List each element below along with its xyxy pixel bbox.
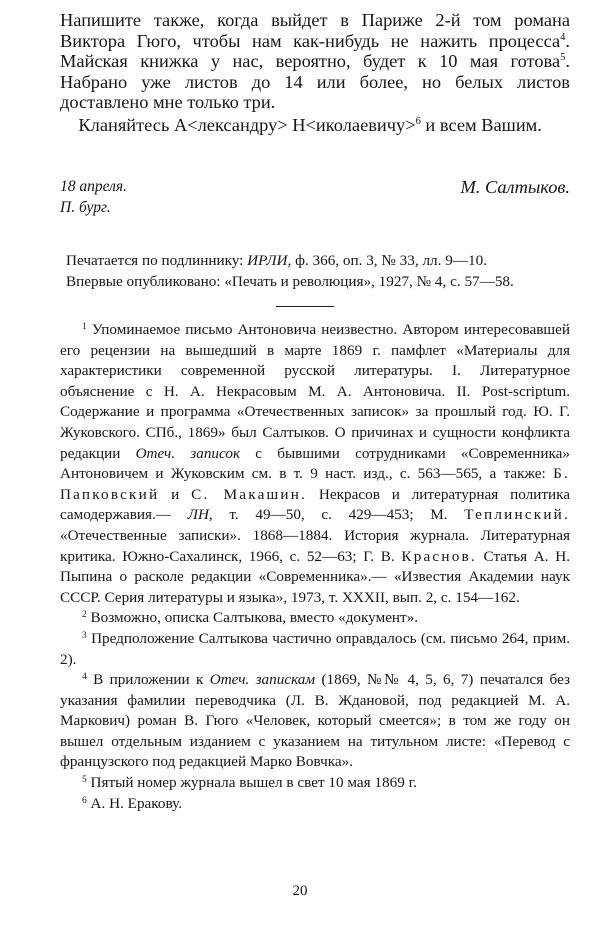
footnote-ref: 6 xyxy=(415,115,421,127)
letter-paragraph-2 xyxy=(60,115,570,136)
footnote-ref: 4 xyxy=(560,31,566,43)
first-publication-line: Впервые опубликовано: «Печать и революция», 1927, № 4, с. 57—58. xyxy=(66,273,514,290)
signature-block xyxy=(60,178,570,220)
letter-text: и всем Вашим. xyxy=(420,114,542,135)
letter-text: Напишите также, когда выйдет в Париже 2-й том романа Виктора Гюго, чтобы нам как-нибудь не нажить процесса xyxy=(60,10,570,51)
source-line: Печатается по подлиннику: ИРЛИ, ф. 366, оп. 3, № 33, лл. 9—10. xyxy=(66,252,487,269)
letter-body xyxy=(60,10,570,135)
footnote-4: $^4$ В приложении к Отеч. запискам (1869, №№ 4, 5, 6, 7) печатался без указания фамилии переводчика (Л. В. Ждановой, под редакцией М. А. Маркович) роман В. Гюго «Человек, который смеется»; в том же году он вышел отдельным изданием с указанием на титульном листе: «Перевод с французского под редакцией Марко Вовчка». xyxy=(60,671,571,771)
letter-place: П. бург. xyxy=(60,199,111,216)
letter-date: 18 апреля. xyxy=(60,178,127,195)
footnote-2: $^2$ Возможно, описка Салтыкова, вместо «документ». xyxy=(82,609,419,627)
footnote-1: $^1$ Упоминаемое письмо Антоновича неизвестно. Автором интересовавшей его рецензии на вышедший в марте 1869 г. памфлет «Материалы для характеристики современной русской литературы. I. Литературное объяснение с Н. А. Некрасовым М. А. Антоновича. II. Post-scriptum. Содержание и программа «Отечественных записок» за прошлый год. Ю. Г. Жуковского. СПб., 1869» был Салтыков. О причинах и сущности конфликта редакции Отеч. записок с бывшими сотрудниками «Современника» Антоновичем и Жуковским см. в т. 9 наст. изд., с. 563—565, а также: Б. Папковский и С. Макашин. Некрасов и литературная политика самодержавия.— ЛН, т. 49—50, с. 429—453; М. Теплинский. «Отечественные записки». 1868—1884. История журнала. Литературная критика. Южно-Сахалинск, 1966, с. 52—63; Г. В. Краснов. Статья А. Н. Пыпина о расколе редакции «Современника».— «Известия Академии наук СССР. Серия литературы и языка», 1973, т. XXXII, вып. 2, с. 154—162. xyxy=(60,321,570,606)
footnote-5: $^5$ Пятый номер журнала вышел в свет 10 мая 1869 г. xyxy=(82,774,417,792)
letter-text: . Майская книжка у нас, вероятно, будет к 10 мая готова xyxy=(60,30,570,71)
footnotes xyxy=(60,320,570,814)
footnote-6: $^6$ А. Н. Еракову. xyxy=(82,794,183,812)
separator-rule xyxy=(276,306,334,307)
source-info xyxy=(60,250,570,292)
letter-text: . Набрано уже листов до 14 или более, но белых листов доставлено мне только три. xyxy=(60,51,570,112)
letter-paragraph-1 xyxy=(60,10,570,113)
footnote-3: $^3$ Предположение Салтыкова частично оправдалось (см. письмо 264, прим. 2). xyxy=(60,629,570,668)
footnote-ref: 5 xyxy=(560,52,566,63)
letter-text: Кланяйтесь А<лександру> Н<иколаевичу> xyxy=(78,114,416,135)
letter-author: М. Салтыков. xyxy=(460,177,570,197)
page-number: 20 xyxy=(292,883,308,899)
